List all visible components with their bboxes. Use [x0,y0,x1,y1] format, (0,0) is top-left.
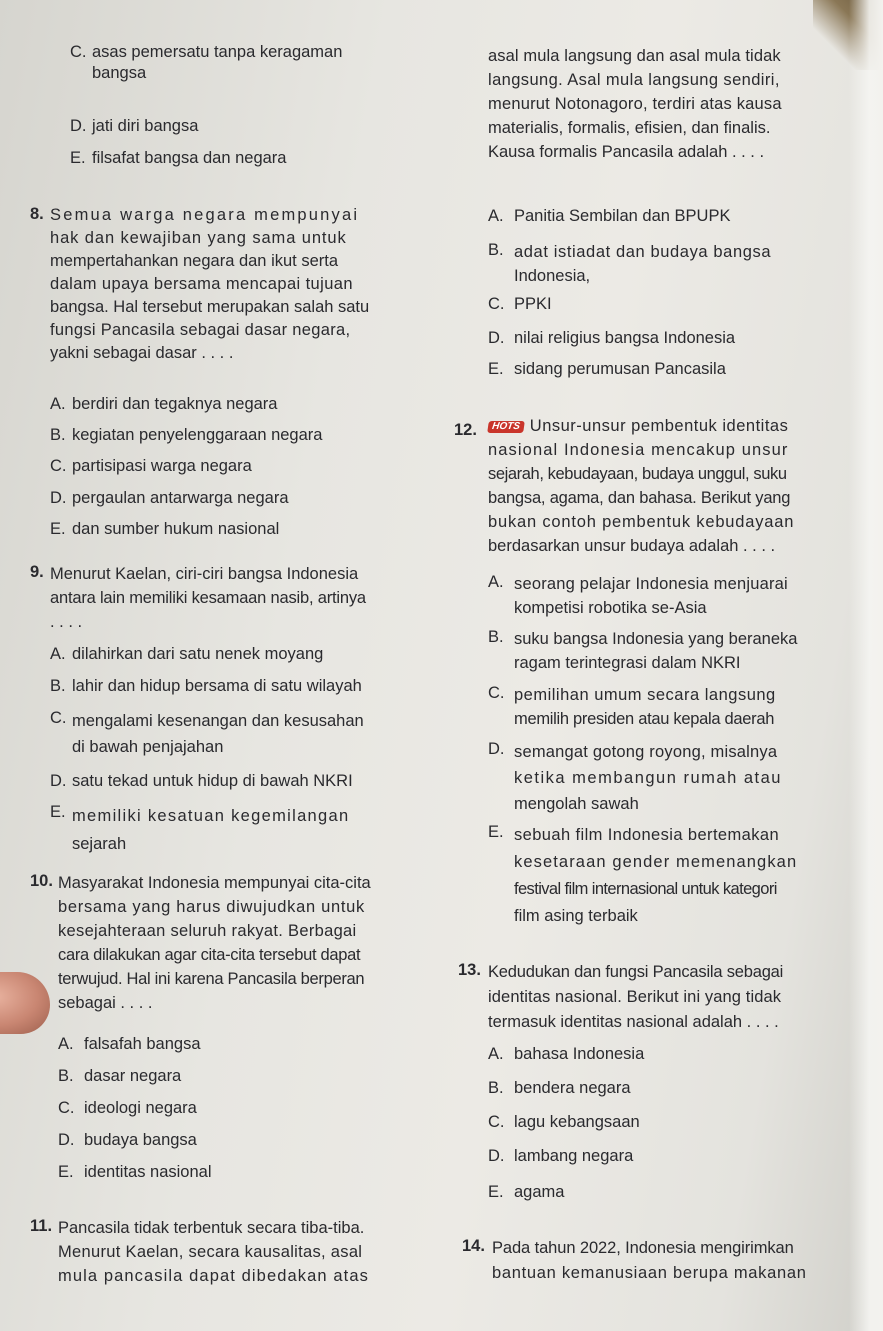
option-letter: D. [58,1131,75,1149]
option-text [514,240,844,288]
option-letter: D. [50,489,67,507]
option-letter: D. [488,329,505,347]
question-line: Pada tahun 2022, Indonesia mengirimkan [492,1239,794,1257]
option-letter: E. [488,360,504,378]
option-d [488,1146,634,1167]
option-text [514,683,854,731]
finger-holding-page [0,972,50,1034]
option-letter: D. [488,740,505,758]
option-text: dilahirkan dari satu nenek moyang [72,645,324,663]
option-b [50,676,362,697]
question-line: . . . . [50,613,83,631]
option-c [50,708,364,756]
question-line: identitas nasional. Berikut ini yang tidak [488,988,782,1006]
question-text [488,414,854,558]
question-line: fungsi Pancasila sebagai dasar negara, [50,321,351,339]
option-c [58,1098,197,1119]
option-text [514,627,854,675]
question-line: Kausa formalis Pancasila adalah . . . . [488,143,765,161]
option-text: dasar negara [84,1067,182,1085]
option-text: filsafat bangsa dan negara [92,149,287,167]
option-letter: C. [50,709,67,727]
question-line: hak dan kewajiban yang sama untuk [50,229,347,247]
option-letter: A. [488,207,504,225]
option-text: PPKI [514,295,552,313]
option-d [50,771,353,792]
option-e [488,1182,565,1203]
question-number: 10. [30,872,53,890]
option-letter: E. [70,149,86,167]
option-line: ragam terintegrasi dalam NKRI [514,654,741,672]
question-text [58,1216,430,1288]
option-line: mengolah sawah [514,795,639,813]
question-line: yakni sebagai dasar . . . . [50,344,234,362]
option-letter: D. [50,772,67,790]
question-line: cara dilakukan agar cita-cita tersebut dapat [58,946,361,964]
question-text [492,1236,858,1286]
option-line: kompetisi robotika se-Asia [514,599,707,617]
option-letter: B. [488,628,504,646]
option-text: nilai religius bangsa Indonesia [514,329,736,347]
option-text [514,739,854,817]
option-line: kesetaraan gender memenangkan [514,853,798,871]
option-d [70,116,199,137]
option-a [488,1044,645,1065]
option-text [72,802,412,858]
question-number: 12. [454,421,477,439]
question-number: 14. [462,1237,485,1255]
question-line [488,414,854,438]
option-text: bendera negara [514,1079,631,1097]
option-text: berdiri dan tegaknya negara [72,395,278,413]
option-letter: B. [58,1067,74,1085]
option-text: pergaulan antarwarga negara [72,489,289,507]
option-d [58,1130,197,1151]
question-text [488,960,854,1035]
option-d [488,739,782,813]
option-a [50,394,278,415]
option-text [92,42,422,84]
question-text [50,204,422,365]
option-letter: C. [50,457,67,475]
option-text: sidang perumusan Pancasila [514,360,726,378]
question-number: 13. [458,961,481,979]
option-letter: C. [70,43,87,61]
option-c [488,294,552,315]
option-text: satu tekad untuk hidup di bawah NKRI [72,772,353,790]
option-e [488,822,798,925]
option-line: memiliki kesatuan kegemilangan [72,807,350,825]
question-line: dalam upaya bersama mencapai tujuan [50,275,353,293]
question-line: mula pancasila dapat dibedakan atas [58,1267,369,1285]
question-line: berdasarkan unsur budaya adalah . . . . [488,537,776,555]
option-a [58,1034,201,1055]
option-line: seorang pelajar Indonesia menjuarai [514,575,788,593]
option-line: suku bangsa Indonesia yang beraneka [514,630,798,648]
question-12 [454,417,854,925]
option-letter: A. [58,1035,74,1053]
question-text [58,871,428,1015]
question-number: 9. [30,563,44,581]
option-letter: A. [50,395,66,413]
option-text: bahasa Indonesia [514,1045,645,1063]
option-e [58,1162,212,1183]
question-line: Menurut Kaelan, secara kausalitas, asal [58,1243,363,1261]
option-a [50,644,324,665]
option-letter: E. [50,520,66,538]
question-line-text: Unsur-unsur pembentuk identitas [529,417,789,435]
question-line: bantuan kemanusiaan berupa makanan [492,1264,807,1282]
question-line: Menurut Kaelan, ciri-ciri bangsa Indonesia [50,565,359,583]
question-line: Kedudukan dan fungsi Pancasila sebagai [488,963,784,981]
option-d [50,488,289,509]
question-line: terwujud. Hal ini karena Pancasila berperan [58,970,365,988]
option-b [488,1078,631,1099]
option-letter: A. [488,1045,504,1063]
question-line: menurut Notonagoro, terdiri atas kausa [488,95,782,113]
question-line: bangsa, agama, dan bahasa. Berikut yang [488,489,791,507]
question-11-continued [488,44,848,164]
option-b [488,240,772,285]
question-9 [30,562,430,853]
question-text [50,562,430,634]
option-a [488,206,731,227]
option-line: pemilihan umum secara langsung [514,686,776,704]
option-e [50,802,350,853]
question-line: sebagai . . . . [58,994,153,1012]
option-e [70,148,287,169]
question-line: bangsa. Hal tersebut merupakan salah satu [50,298,370,316]
option-line: bangsa [92,64,147,82]
option-text: jati diri bangsa [92,117,199,135]
option-letter: C. [488,1113,505,1131]
question-11 [30,1216,430,1285]
option-letter: B. [488,1079,504,1097]
option-letter: E. [488,823,504,841]
question-line: nasional Indonesia mencakup unsur [488,441,789,459]
question-line: sejarah, kebudayaan, budaya unggul, suku [488,465,787,483]
question-13 [458,960,854,1201]
option-letter: A. [488,573,504,591]
option-text [72,708,412,760]
option-letter: C. [488,684,505,702]
option-letter: E. [58,1163,74,1181]
question-line: asal mula langsung dan asal mula tidak [488,47,781,65]
question-line: Masyarakat Indonesia mempunyai cita-cita [58,874,371,892]
option-line: sejarah [72,835,127,853]
option-text: partisipasi warga negara [72,457,252,475]
option-letter: B. [50,426,66,444]
option-line: ketika membangun rumah atau [514,769,782,787]
page-edge-highlight [849,0,883,1331]
option-letter: A. [50,645,66,663]
option-text: budaya bangsa [84,1131,197,1149]
option-line: mengalami kesenangan dan kesusahan [72,712,364,730]
option-c [488,683,776,728]
question-line: langsung. Asal mula langsung sendiri, [488,71,780,89]
option-text: agama [514,1183,565,1201]
option-text: kegiatan penyelenggaraan negara [72,426,323,444]
question-line: Pancasila tidak terbentuk secara tiba-tiba. [58,1219,365,1237]
option-line: memilih presiden atau kepala daerah [514,710,775,728]
option-a [488,572,788,617]
question-line: Semua warga negara mempunyai [50,206,360,224]
option-text [514,822,854,930]
question-line: materialis, formalis, efisien, dan finalis. [488,119,771,137]
hots-badge: HOTS [487,421,524,433]
option-letter: C. [58,1099,75,1117]
option-line: semangat gotong royong, misalnya [514,743,778,761]
question-line: mempertahankan negara dan ikut serta [50,252,339,270]
question-number: 8. [30,205,44,223]
option-line: sebuah film Indonesia bertemakan [514,826,780,844]
option-text: lagu kebangsaan [514,1113,640,1131]
option-text: dan sumber hukum nasional [72,520,280,538]
question-line: termasuk identitas nasional adalah . . . . [488,1013,779,1031]
option-letter: D. [70,117,87,135]
option-b [488,627,798,672]
option-letter: E. [50,803,66,821]
option-text: lambang negara [514,1147,634,1165]
option-letter: C. [488,295,505,313]
question-10 [30,871,430,1181]
question-8 [30,204,430,538]
option-text [514,572,854,620]
option-text: ideologi negara [84,1099,197,1117]
option-letter: D. [488,1147,505,1165]
question-line: kesejahteraan seluruh rakyat. Berbagai [58,922,357,940]
option-e [50,519,280,540]
option-line: film asing terbaik [514,907,638,925]
option-text: falsafah bangsa [84,1035,201,1053]
option-line: Indonesia, [514,267,591,285]
option-line: asas pemersatu tanpa keragaman [92,43,343,61]
question-line: bukan contoh pembentuk kebudayaan [488,513,795,531]
option-letter: E. [488,1183,504,1201]
question-line: antara lain memiliki kesamaan nasib, artinya [50,589,366,607]
option-text: identitas nasional [84,1163,212,1181]
option-line: di bawah penjajahan [72,738,224,756]
option-c [488,1112,640,1133]
question-line: bersama yang harus diwujudkan untuk [58,898,366,916]
option-line: festival film internasional untuk kategori [514,880,777,898]
option-c [70,42,343,82]
option-b [50,425,323,446]
option-letter: B. [488,241,504,259]
option-line: adat istiadat dan budaya bangsa [514,243,772,261]
option-text: Panitia Sembilan dan BPUPK [514,207,731,225]
option-b [58,1066,182,1087]
option-d [488,328,736,349]
option-e [488,359,726,380]
option-letter: B. [50,677,66,695]
question-14 [462,1236,858,1282]
option-c [50,456,252,477]
option-text: lahir dan hidup bersama di satu wilayah [72,677,362,695]
question-number: 11. [30,1217,53,1235]
